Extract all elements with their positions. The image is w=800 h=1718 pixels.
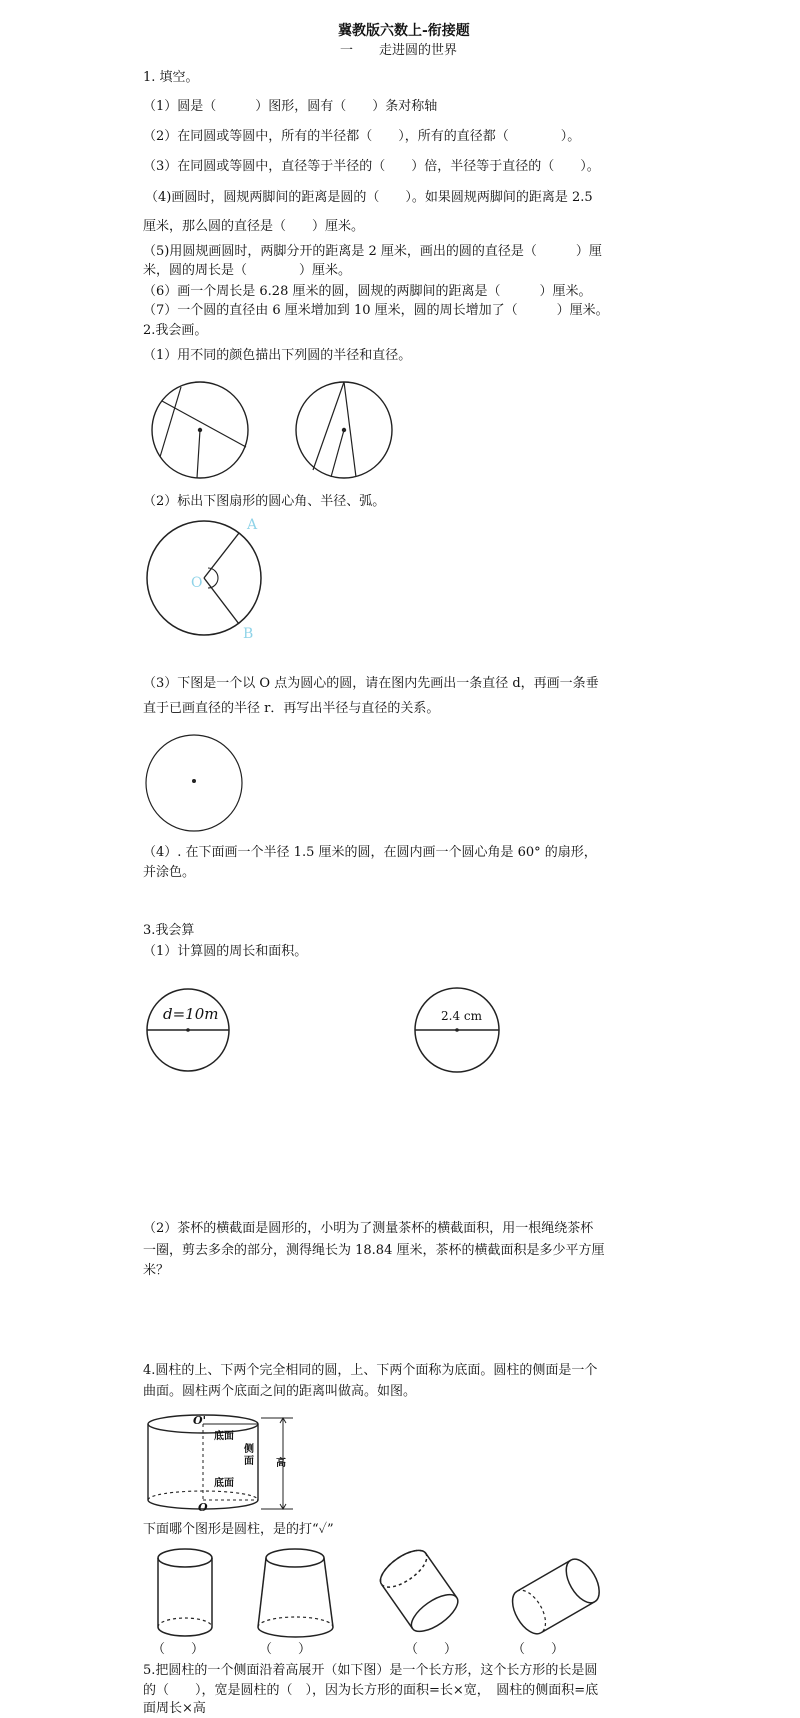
cyl-base-bottom-label: 底面 — [214, 1478, 234, 1489]
q2-part4-line1: （4）. 在下面画一个半径 1.5 厘米的圆，在圆内画一个圆心角是 60° 的扇形， — [143, 845, 597, 860]
q1-item-2: （2）在同圆或等圆中，所有的半径都（ ），所有的直径都（ ）。 — [143, 129, 581, 144]
q1-item-6: （6）画一个周长是 6.28 厘米的圆，圆规的两脚间的距离是（ ）厘米。 — [143, 284, 592, 299]
q2-circle-center-o — [145, 733, 245, 833]
circle1-diameter-label: d=10m — [163, 1005, 219, 1023]
shape-4-tilted-cylinder — [505, 1550, 605, 1645]
q1-item-1: （1）圆是（ ）图形，圆有（ ）条对称轴 — [143, 99, 438, 114]
q2-part1: （1）用不同的颜色描出下列圆的半径和直径。 — [143, 348, 412, 363]
q1-item-5: （5)用圆规画圆时，两脚分开的距离是 2 厘米，画出的圆的直径是（ ）厘 — [143, 244, 602, 259]
q3-part2-line3: 米？ — [143, 1263, 170, 1278]
q2-circle-figure-1 — [148, 378, 252, 482]
q5-line2: 的（ ），宽是圆柱的（ ），因为长方形的面积=长×宽， 圆柱的侧面积=底 — [143, 1683, 599, 1698]
q3-part2-line2: 一圈，剪去多余的部分，测得绳长为 18.84 厘米，茶杯的横截面积是多少平方厘 — [143, 1243, 605, 1258]
q3-heading: 3.我会算 — [143, 923, 195, 938]
q2-heading: 2.我会画。 — [143, 323, 208, 338]
q4-line1: 4.圆柱的上、下两个完全相同的圆，上、下两个面称为底面。圆柱的侧面是一个 — [143, 1363, 598, 1378]
sector-label-a: A — [247, 517, 258, 533]
q1-item-3: （3）在同圆或等圆中，直径等于半径的（ ）倍，半径等于直径的（ ）。 — [143, 159, 600, 174]
cyl-bottom-label: O — [198, 1501, 208, 1514]
q5-line1: 5.把圆柱的一个侧面沿着高展开（如下图）是一个长方形，这个长方形的长是圆 — [143, 1663, 598, 1678]
q1-item-4-cont: 厘米，那么圆的直径是（ ）厘米。 — [143, 219, 365, 234]
q2-circle-figure-2 — [292, 378, 396, 482]
shape-4-answer-bracket[interactable]: （ ） — [512, 1642, 565, 1657]
q2-part3-line2: 直于已画直径的半径 r．再写出半径与直径的关系。 — [143, 701, 440, 716]
page-title: 冀教版六数上-衔接题 — [338, 23, 470, 39]
shape-2-frustum — [253, 1545, 338, 1645]
shape-1-cylinder — [150, 1545, 220, 1645]
cyl-base-top-label: 底面 — [214, 1431, 234, 1442]
shape-3-answer-bracket[interactable]: （ ） — [405, 1642, 458, 1657]
q5-line3: 面周长×高 — [143, 1701, 206, 1716]
q2-part2: （2）标出下图扇形的圆心角、半径、弧。 — [143, 494, 386, 509]
q2-part4-line2: 并涂色。 — [143, 865, 196, 880]
section-subtitle: 一 走进圆的世界 — [340, 43, 458, 58]
shape-3-tilted-cylinder — [372, 1545, 472, 1645]
q1-item-5-cont: 米，圆的周长是（ ）厘米。 — [143, 263, 352, 278]
shape-2-answer-bracket[interactable]: （ ） — [259, 1642, 312, 1657]
q3-part1: （1）计算圆的周长和面积。 — [143, 944, 308, 959]
q2-sector-figure — [145, 518, 275, 648]
q4-line2: 曲面。圆柱两个底面之间的距离叫做高。如图。 — [143, 1384, 417, 1399]
sector-label-o: O — [191, 575, 203, 591]
cyl-top-label: O' — [193, 1414, 206, 1427]
q4-question: 下面哪个图形是圆柱，是的打“✓” — [143, 1522, 334, 1537]
q2-part3-line1: （3）下图是一个以 O 点为圆心的圆，请在图内先画出一条直径 d，再画一条垂 — [143, 676, 599, 691]
shape-1-answer-bracket[interactable]: （ ） — [152, 1642, 205, 1657]
q3-part2-line1: （2）茶杯的横截面是圆形的，小明为了测量茶杯的横截面积，用一根绳绕茶杯 — [143, 1221, 594, 1236]
cyl-side-label: 侧面 — [244, 1444, 254, 1467]
q1-item-7: （7）一个圆的直径由 6 厘米增加到 10 厘米，圆的周长增加了（ ）厘米。 — [143, 303, 609, 318]
q1-heading: 1. 填空。 — [143, 70, 199, 85]
cyl-height-label: 高 — [276, 1458, 286, 1469]
sector-label-b: B — [243, 626, 254, 642]
q3-circle-radius — [413, 988, 503, 1074]
q1-item-4: （4)画圆时，圆规两脚间的距离是圆的（ ）。如果圆规两脚间的距离是 2.5 — [145, 190, 593, 205]
circle2-label: 2.4 cm — [441, 1009, 482, 1023]
q3-circle-diameter — [146, 988, 232, 1074]
